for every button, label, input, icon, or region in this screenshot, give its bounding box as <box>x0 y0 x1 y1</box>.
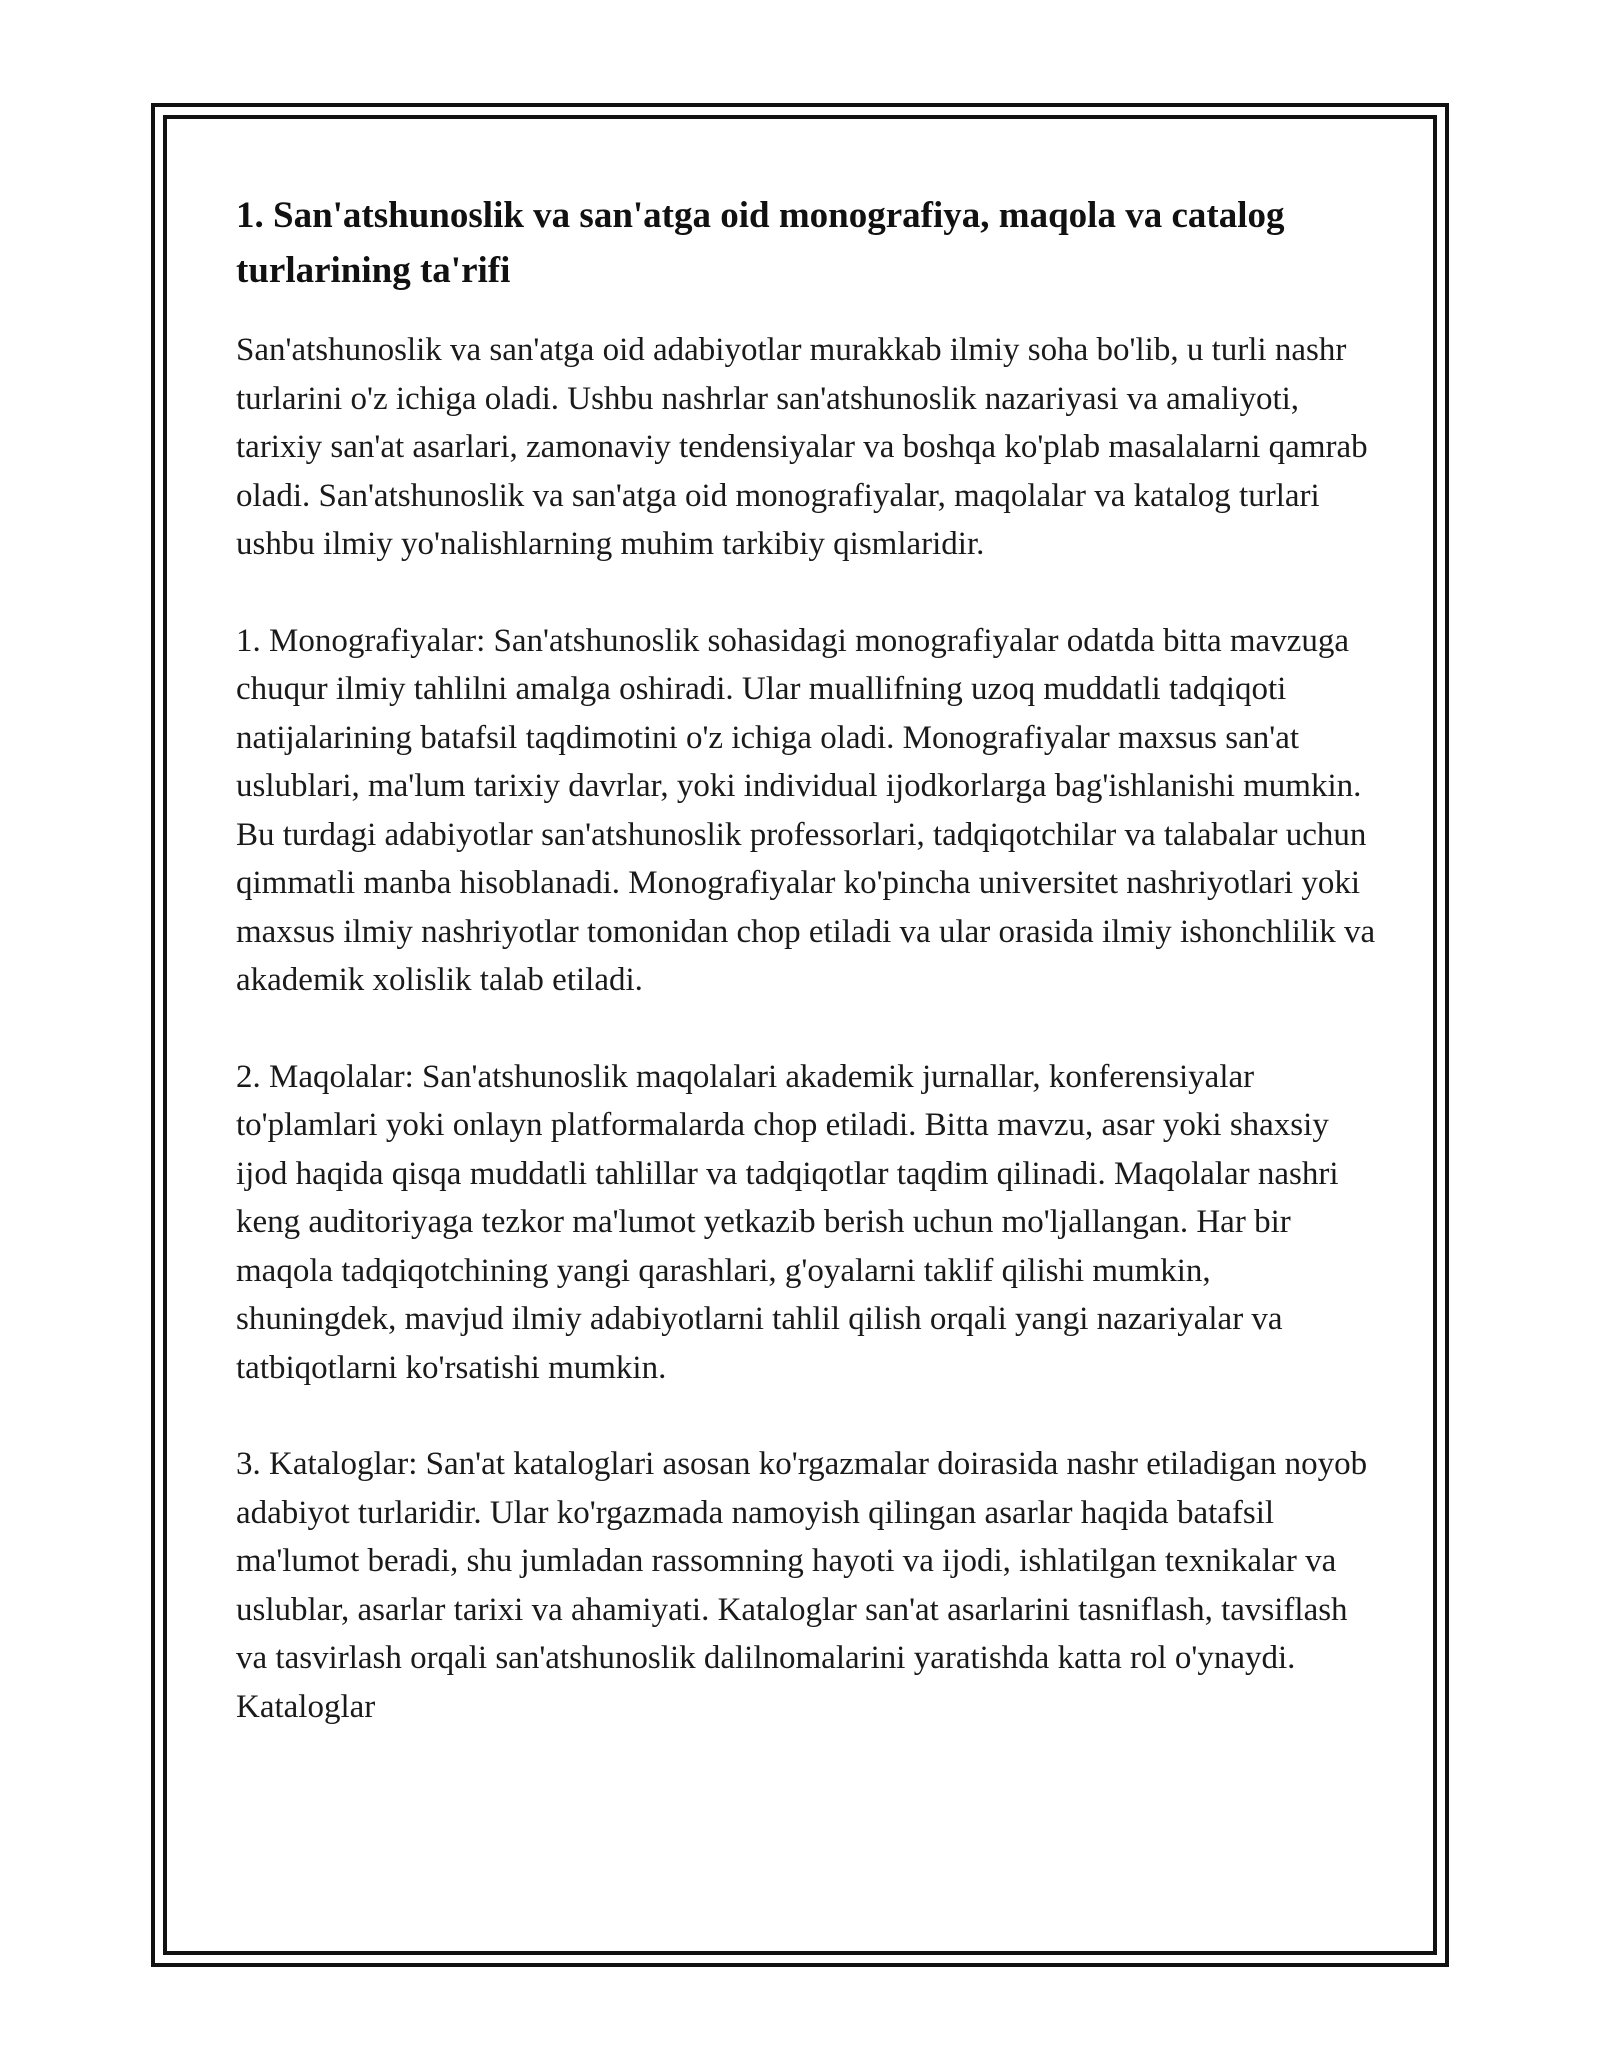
monographs-paragraph: 1. Monografiyalar: San'atshunoslik sohasidagi monografiyalar odatda bitta mavzuga chuqur ilmiy tahlilni amalga oshiradi. Ular muallifning uzoq muddatli tadqiqoti natijalarining batafsil taqdimotini o'z ichiga oladi. Monografiyalar maxsus san'at uslublari, ma'lum tarixiy davrlar, yoki individual ijodkorlarga bag'ishlanishi mumkin. Bu turdagi adabiyotlar san'atshunoslik professorlari, tadqiqotchilar va talabalar uchun qimmatli manba hisoblanadi. Monografiyalar ko'pincha universitet nashriyotlari yoki maxsus ilmiy nashriyotlar tomonidan chop etiladi va ular orasida ilmiy ishonchlilik va akademik xolislik talab etiladi. <box>236 622 1376 998</box>
catalogs-paragraph: 3. Kataloglar: San'at kataloglari asosan ko'rgazmalar doirasida nashr etiladigan noyob adabiyot turlaridir. Ular ko'rgazmada namoyish qilingan asarlar haqida batafsil ma'lumot beradi, shu jumladan rassomning hayoti va ijodi, ishlatilgan texnikalar va uslublar, asarlar tarixi va ahamiyati. Kataloglar san'at asarlarini tasniflash, tavsiflash va tasvirlash orqali san'atshunoslik dalilnomalarini yaratishda katta rol o'ynaydi. Kataloglar <box>236 1446 1368 1725</box>
intro-paragraph: San'atshunoslik va san'atga oid adabiyotlar murakkab ilmiy soha bo'lib, u turli nashr turlarini o'z ichiga oladi. Ushbu nashrlar san'atshunoslik nazariyasi va amaliyoti, tarixiy san'at asarlari, zamonaviy tendensiyalar va boshqa ko'plab masalalarni qamrab oladi. San'atshunoslik va san'atga oid monografiyalar, maqolalar va katalog turlari ushbu ilmiy yo'nalishlarning muhim tarkibiy qismlaridir. <box>236 332 1368 562</box>
articles-paragraph: 2. Maqolalar: San'atshunoslik maqolalari akademik jurnallar, konferensiyalar to'plamlari yoki onlayn platformalarda chop etiladi. Bitta mavzu, asar yoki shaxsiy ijod haqida qisqa muddatli tahlillar va tadqiqotlar taqdim qilinadi. Maqolalar nashri keng auditoriyaga tezkor ma'lumot yetkazib berish uchun mo'ljallangan. Har bir maqola tadqiqotchining yangi qarashlari, g'oyalarni taklif qilishi mumkin, shuningdek, mavjud ilmiy adabiyotlarni tahlil qilish orqali yangi nazariyalar va tatbiqotlarni ko'rsatishi mumkin. <box>236 1058 1339 1386</box>
document-title: 1. San'atshunoslik va san'atga oid monografiya, maqola va catalog turlarining ta'rifi <box>236 195 1285 291</box>
document-body <box>236 188 1376 1779</box>
